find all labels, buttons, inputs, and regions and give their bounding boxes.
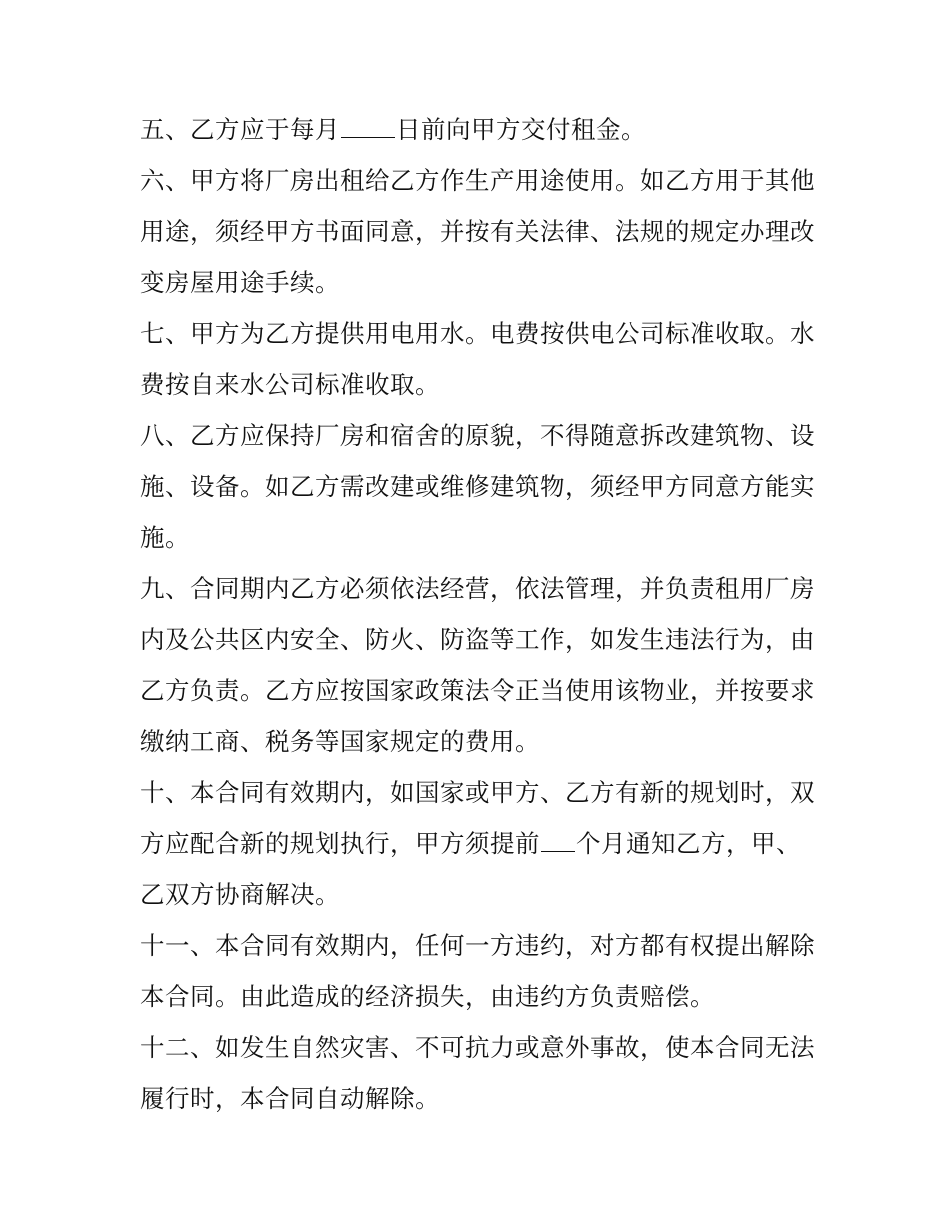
clause-line: 履行时，本合同自动解除。 — [140, 1084, 440, 1113]
clause-11 — [140, 920, 820, 1022]
clause-line: 用途，须经甲方书面同意，并按有关法律、法规的规定办理改 — [140, 217, 815, 246]
clause-line: 费按自来水公司标准收取。 — [140, 370, 440, 399]
clause-line — [140, 818, 820, 869]
clause-10 — [140, 767, 820, 920]
clause-line: 十一、本合同有效期内，任何一方违约，对方都有权提出解除 — [140, 931, 815, 960]
clause-text: 日前向甲方交付租金。 — [396, 115, 646, 144]
clause-line: 七、甲方为乙方提供用电用水。电费按供电公司标准收取。水 — [140, 319, 815, 348]
clause-6 — [140, 155, 820, 308]
clause-line: 乙双方协商解决。 — [140, 880, 340, 909]
clause-8 — [140, 410, 820, 563]
clause-line: 内及公共区内安全、防火、防盗等工作，如发生违法行为，由 — [140, 625, 815, 654]
contract-body — [140, 104, 820, 1124]
clause-line: 十、本合同有效期内，如国家或甲方、乙方有新的规划时，双 — [140, 778, 815, 807]
clause-line: 变房屋用途手续。 — [140, 268, 340, 297]
clause-12 — [140, 1022, 820, 1124]
clause-line: 缴纳工商、税务等国家规定的费用。 — [140, 727, 540, 756]
clause-7 — [140, 308, 820, 410]
clause-text: 方应配合新的规划执行，甲方须提前 — [140, 829, 540, 858]
clause-text: 五、乙方应于每月 — [140, 115, 340, 144]
clause-line: 施、设备。如乙方需改建或维修建筑物，须经甲方同意方能实 — [140, 472, 815, 501]
clause-9 — [140, 563, 820, 767]
clause-line: 八、乙方应保持厂房和宿舍的原貌，不得随意拆改建筑物、设 — [140, 421, 815, 450]
clause-line: 施。 — [140, 523, 190, 552]
clause-text: 个月通知乙方，甲、 — [576, 829, 801, 858]
clause-line: 六、甲方将厂房出租给乙方作生产用途使用。如乙方用于其他 — [140, 166, 815, 195]
fill-in-blank-day — [341, 111, 395, 138]
clause-line: 九、合同期内乙方必须依法经营，依法管理，并负责租用厂房 — [140, 574, 815, 603]
clause-line: 乙方负责。乙方应按国家政策法令正当使用该物业，并按要求 — [140, 676, 815, 705]
clause-line: 十二、如发生自然灾害、不可抗力或意外事故，使本合同无法 — [140, 1033, 815, 1062]
fill-in-blank-months — [541, 825, 575, 852]
clause-line — [140, 104, 820, 155]
clause-5 — [140, 104, 820, 155]
clause-line: 本合同。由此造成的经济损失，由违约方负责赔偿。 — [140, 982, 715, 1011]
